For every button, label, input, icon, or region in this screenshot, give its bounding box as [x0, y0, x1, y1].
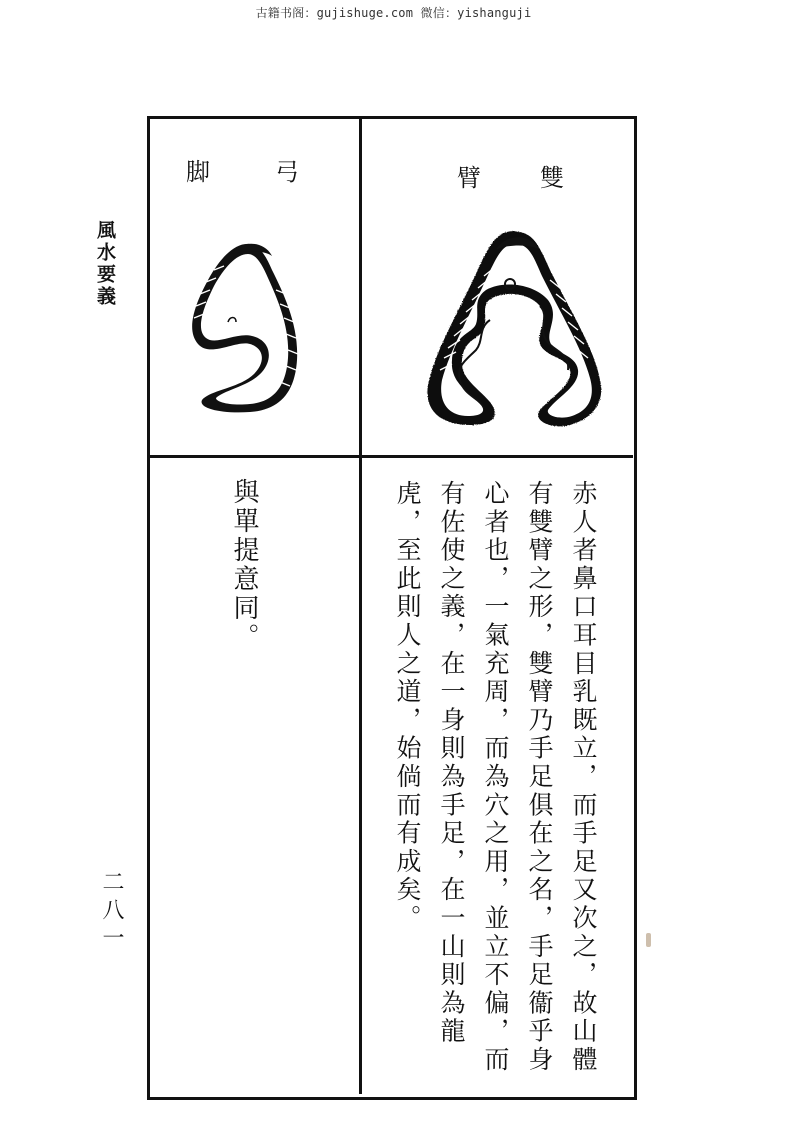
paper-speck	[646, 933, 651, 947]
column-divider	[359, 118, 362, 1094]
bow-foot-mountain-figure	[180, 230, 310, 420]
book-title: 風水要義	[94, 220, 116, 308]
right-column-text: 赤人者鼻口耳目乳既立，而手足又次之，故山體有雙臂之形，雙臂乃手足俱在之名，手足衞乎身心者也，一氣充周，而為穴之用，並立不偏，而有佐使之義，在一身則為手足，在一山則為龍虎，至此則人之道，始倘而有成矣。	[393, 480, 598, 1075]
watermark: 古籍书阁：gujishuge.com 微信：yishanguji	[255, 6, 532, 20]
twin-arms-mountain-figure	[400, 220, 610, 435]
page-number: 二八一	[99, 870, 124, 954]
right-figure-caption-2: 臂	[457, 164, 481, 192]
right-figure-caption-1: 雙	[540, 164, 564, 192]
left-figure-caption-2: 脚	[186, 158, 210, 186]
left-figure-caption-1: 弓	[275, 158, 299, 186]
left-column-note: 與單提意同。	[229, 478, 259, 652]
row-divider	[149, 455, 633, 458]
